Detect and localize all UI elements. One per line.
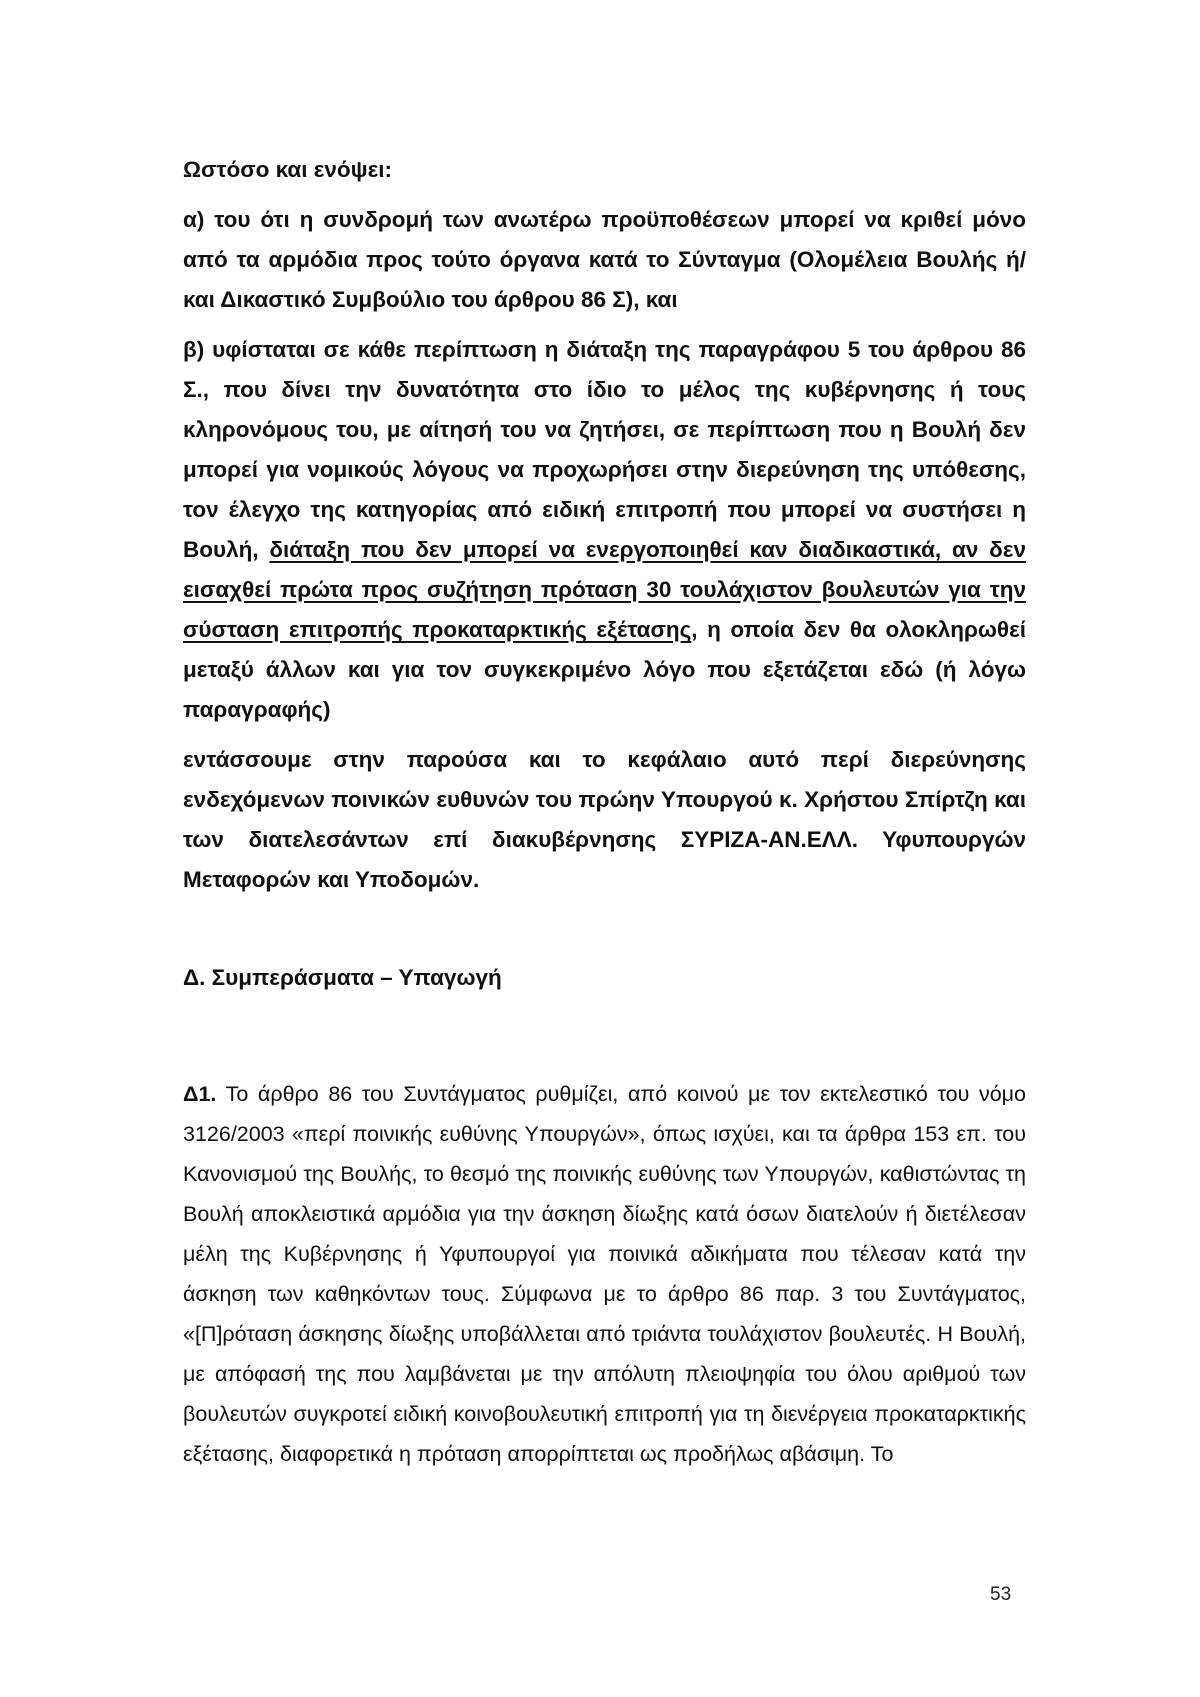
paragraph-a: α) του ότι η συνδρομή των ανωτέρω προϋποθέσεων μπορεί να κριθεί μόνο από τα αρμόδια προς τούτο όργανα κατά το Σύνταγμα (Ολομέλεια Βουλής ή/και Δικαστικό Συμβούλιο του άρθρου 86 Σ), και bbox=[183, 207, 1026, 312]
page-number: 53 bbox=[990, 1584, 1012, 1605]
paragraph-b-tail: , η οποία δεν θα ολοκληρωθεί μεταξύ άλλων και για τον συγκεκριμένο λόγο που εξετάζεται εδώ (ή λόγω παραγραφής) bbox=[183, 617, 1026, 722]
paragraph-conclusion: εντάσσουμε στην παρούσα και το κεφάλαιο αυτό περί διερεύνησης ενδεχόμενων ποινικών ευθυνών του πρώην Υπουργού κ. Χρήστου Σπίρτζη και των διατελεσάντων επί διακυβέρνησης ΣΥΡΙΖΑ-ΑΝ.ΕΛΛ. Υφυπουργών Μεταφορών και Υποδομών. bbox=[183, 747, 1026, 892]
paragraph-d1-label: Δ1. bbox=[183, 1082, 217, 1106]
intro-line: Ωστόσο και ενόψει: bbox=[183, 157, 393, 182]
paragraph-d1-text: Το άρθρο 86 του Συντάγματος ρυθμίζει, από κοινού με τον εκτελεστικό του νόμο 3126/2003 «περί ποινικής ευθύνης Υπουργών», όπως ισχύει, και τα άρθρα 153 επ. του Κανονισμού της Βουλής, το θεσμό της ποινικής ευθύνης των Υπουργών, καθιστώντας τη Βουλή αποκλειστικά αρμόδια για την άσκηση δίωξης κατά όσων διατελούν ή διετέλεσαν μέλη της Κυβέρνησης ή Υφυπουργοί για ποινικά αδικήματα που τέλεσαν κατά την άσκηση των καθηκόντων τους. Σύμφωνα με το άρθρο 86 παρ. 3 του Συντάγματος, «[Π]ρόταση άσκησης δίωξης υποβάλλεται από τριάντα τουλάχιστον βουλευτές. Η Βουλή, με απόφασή της που λαμβάνεται με την απόλυτη πλειοψηφία του όλου αριθμού των βουλευτών συγκροτεί ειδική κοινοβουλευτική επιτροπή για τη διενέργεια προκαταρκτικής εξέτασης, διαφορετικά η πρόταση απορρίπτεται ως προδήλως αβάσιμη. Το bbox=[183, 1082, 1026, 1466]
document-page bbox=[183, 150, 1026, 1474]
paragraph-b bbox=[183, 330, 1026, 730]
section-heading: Δ. Συμπεράσματα – Υπαγωγή bbox=[183, 965, 502, 990]
paragraph-b-underlined-text: διάταξη που δεν μπορεί να ενεργοποιηθεί καν διαδικαστικά, αν δεν εισαχθεί πρώτα προς συζήτηση πρόταση 30 τουλάχιστον βουλευτών για την σύσταση επιτροπής προκαταρκτικής εξέτασης bbox=[183, 537, 1026, 642]
paragraph-b-text: β) υφίσταται σε κάθε περίπτωση η διάταξη της παραγράφου 5 του άρθρου 86 Σ., που δίνει την δυνατότητα στο ίδιο το μέλος της κυβέρνησης ή τους κληρονόμους του, με αίτησή του να ζητήσει, σε περίπτωση που η Βουλή δεν μπορεί για νομικούς λόγους να προχωρήσει στην διερεύνηση της υπόθεσης, τον έλεγχο της κατηγορίας από ειδική επιτροπή που μπορεί να συστήσει η Βουλή, bbox=[183, 337, 1026, 562]
paragraph-d1 bbox=[183, 1074, 1026, 1474]
